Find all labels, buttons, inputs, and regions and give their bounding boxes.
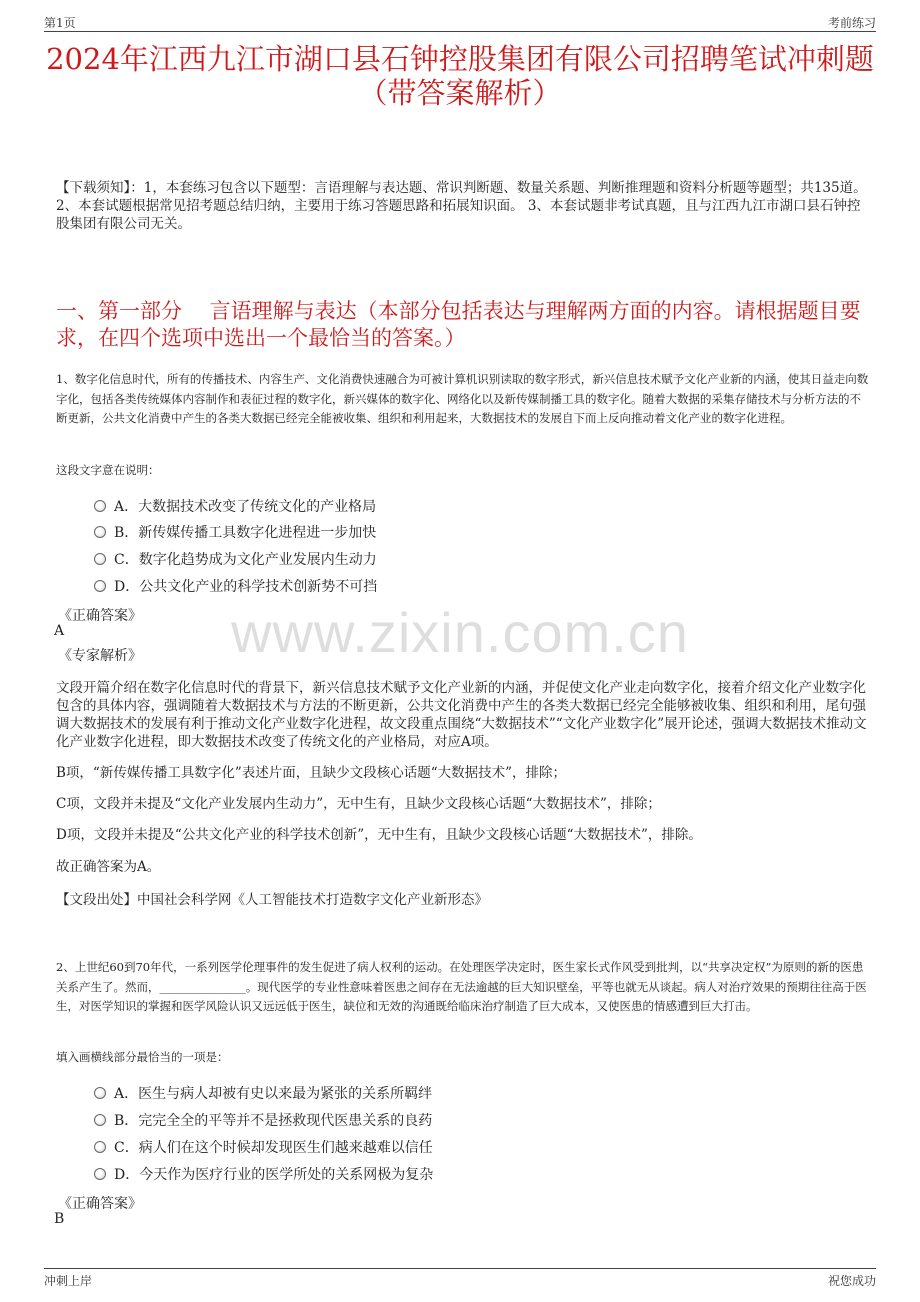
option-label: B．新传媒传播工具数字化进程进一步加快 xyxy=(114,525,377,541)
option-label: C．数字化趋势成为文化产业发展内生动力 xyxy=(114,552,377,568)
answer-label: 《正确答案》 xyxy=(58,1196,142,1212)
radio-icon[interactable] xyxy=(94,526,106,538)
question-2-prompt: 填入画横线部分最恰当的一项是： xyxy=(56,1050,229,1064)
footer-left: 冲刺上岸 xyxy=(44,1274,93,1288)
radio-icon[interactable] xyxy=(94,1114,106,1126)
analysis-label: 《专家解析》 xyxy=(58,648,142,664)
analysis-conclusion: 故正确答案为A。 xyxy=(56,859,161,875)
option-a[interactable] xyxy=(94,496,376,516)
analysis-option-c: C项，文段并未提及“文化产业发展内生动力”，无中生有，且缺少文段核心话题“大数据技术”，排除； xyxy=(56,796,661,812)
footer-right: 祝您成功 xyxy=(827,1274,876,1288)
option-a[interactable] xyxy=(94,1083,432,1103)
header-label: 考前练习 xyxy=(827,16,876,30)
radio-icon[interactable] xyxy=(94,1141,106,1153)
option-b[interactable] xyxy=(94,522,376,542)
question-2-stem: 2、上世纪60到70年代，一系列医学伦理事件的发生促进了病人权利的运动。在处理医学决定时，医生家长式作风受到批判，以“共享决定权”为原则的新的医患关系产生了。然而，_______________。现代医学的专业性意味着医患之间存在无法逾越的巨大知识壁垒，平等也就无从谈起。病人对治疗效果的预期往往高于医生，对医学知识的掌握和医学风险认识又远远低于医生，缺位和无效的沟通既给临床治疗制造了巨大成本，又使医患的情感遭到巨大打击。 xyxy=(56,960,867,1013)
download-notice: 【下载须知】：1，本套练习包含以下题型：言语理解与表达题、常识判断题、数量关系题、判断推理题和资料分析题等题型；共135道。 2、本套试题根据常见招考题总结归纳，主要用于练习答题思路和拓展知识面。 3、本套试题非考试真题，且与江西九江市湖口县石钟控股集团有限公司无关。 xyxy=(56,180,867,232)
option-d[interactable] xyxy=(94,576,377,596)
analysis-option-b: B项，“新传媒传播工具数字化”表述片面，且缺少文段核心话题“大数据技术”，排除； xyxy=(56,765,567,781)
option-label: A．大数据技术改变了传统文化的产业格局 xyxy=(114,499,377,515)
option-d[interactable] xyxy=(94,1164,433,1184)
option-b[interactable] xyxy=(94,1110,432,1130)
radio-icon[interactable] xyxy=(94,1087,106,1099)
section-heading: 一、第一部分 言语理解与表达（本部分包括表达与理解两方面的内容。请根据题目要求，在四个选项中选出一个最恰当的答案。） xyxy=(56,299,861,350)
question-1-prompt: 这段文字意在说明： xyxy=(56,463,160,477)
document-title: 2024年江西九江市湖口县石钟控股集团有限公司招聘笔试冲刺题（带答案解析） xyxy=(46,42,874,110)
option-label: D．公共文化产业的科学技术创新势不可挡 xyxy=(114,579,378,595)
watermark: www.zixin.com.cn xyxy=(231,601,689,664)
answer-value: A xyxy=(54,623,65,639)
footer-divider xyxy=(44,1268,876,1269)
question-1-stem: 1、数字化信息时代，所有的传播技术、内容生产、文化消费快速融合为可被计算机识别读取的数字形式，新兴信息技术赋予文化产业新的内涵，使其日益走向数字化，包括各类传统媒体内容制作和表征过程的数字化，新兴媒体的数字化、网络化以及新传媒制播工具的数字化。随着大数据的采集存储技术与分析方法的不断更新，公共文化消费中产生的各类大数据已经完全能被收集、组织和利用起来，大数据技术的发展自下而上反向推动着文化产业的数字化进程。 xyxy=(56,372,869,425)
analysis-text: 文段开篇介绍在数字化信息时代的背景下，新兴信息技术赋予文化产业新的内涵，并促使文化产业走向数字化，接着介绍文化产业数字化包含的具体内容，强调随着大数据技术与方法的不断更新，公共文化消费中产生的各类大数据已经完全能够被收集、组织和利用，尾句强调大数据技术的发展有利于推动文化产业数字化进程，故文段重点围绕“大数据技术”“文化产业数字化”展开论述，强调大数据技术推动文化产业数字化进程，即大数据技术改变了传统文化的产业格局，对应A项。 xyxy=(56,680,867,750)
analysis-source: 【文段出处】中国社会科学网《人工智能技术打造数字文化产业新形态》 xyxy=(56,892,488,908)
option-c[interactable] xyxy=(94,549,377,569)
radio-icon[interactable] xyxy=(94,553,106,565)
answer-label: 《正确答案》 xyxy=(58,608,142,624)
radio-icon[interactable] xyxy=(94,1168,106,1180)
analysis-option-d: D项，文段并未提及“公共文化产业的科学技术创新”，无中生有，且缺少文段核心话题“大数据技术”，排除。 xyxy=(56,827,702,843)
radio-icon[interactable] xyxy=(94,500,106,512)
radio-icon[interactable] xyxy=(94,580,106,592)
page-number: 第1页 xyxy=(44,16,76,30)
answer-value: B xyxy=(54,1211,65,1227)
option-label: A．医生与病人却被有史以来最为紧张的关系所羁绊 xyxy=(114,1086,433,1102)
header-divider xyxy=(44,31,876,32)
option-c[interactable] xyxy=(94,1137,433,1157)
option-label: B．完完全全的平等并不是拯救现代医患关系的良药 xyxy=(114,1113,433,1129)
option-label: C．病人们在这个时候却发现医生们越来越难以信任 xyxy=(114,1140,433,1156)
option-label: D．今天作为医疗行业的医学所处的关系网极为复杂 xyxy=(114,1167,434,1183)
